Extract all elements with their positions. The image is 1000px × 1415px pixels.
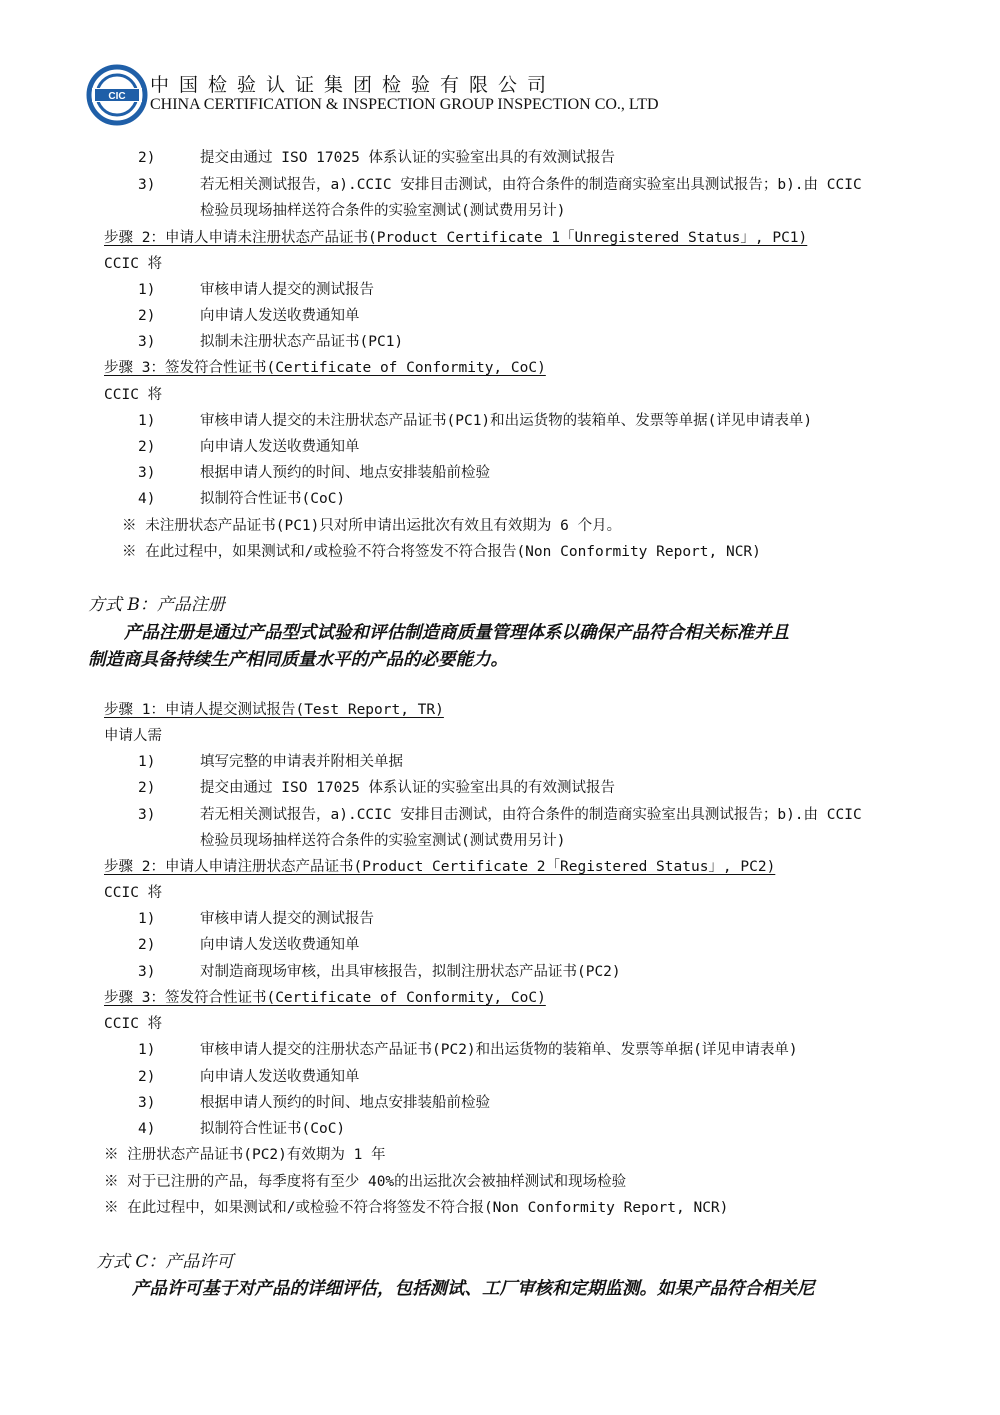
step-heading: 步骤 3：签发符合性证书(Certificate of Conformity, CoC) bbox=[104, 360, 546, 376]
list-item: 1) 审核申请人提交的测试报告 bbox=[138, 911, 374, 927]
step-heading: 步骤 2：申请人申请未注册状态产品证书(Product Certificate 1「Unregistered Status」, PC1) bbox=[104, 230, 808, 246]
list-item: 1) 审核申请人提交的测试报告 bbox=[138, 282, 374, 298]
list-item: 2) 向申请人发送收费通知单 bbox=[138, 308, 360, 324]
step-lead: CCIC 将 bbox=[104, 256, 163, 272]
list-item: 3) 拟制未注册状态产品证书(PC1) bbox=[138, 334, 404, 350]
method-heading: 方式 B：产品注册 bbox=[88, 595, 225, 615]
list-item: 3) 若无相关测试报告，a).CCIC 安排目击测试，由符合条件的制造商实验室出具测试报告；b).由 CCIC bbox=[138, 807, 862, 823]
company-name-en: CHINA CERTIFICATION & INSPECTION GROUP INSPECTION CO., LTD bbox=[150, 96, 659, 113]
note: ※ 注册状态产品证书(PC2)有效期为 1 年 bbox=[104, 1147, 386, 1163]
list-item: 2) 提交由通过 ISO 17025 体系认证的实验室出具的有效测试报告 bbox=[138, 150, 616, 166]
method-heading: 方式 C：产品许可 bbox=[96, 1252, 234, 1272]
method-description: 制造商具备持续生产相同质量水平的产品的必要能力。 bbox=[88, 650, 508, 670]
step-lead: CCIC 将 bbox=[104, 387, 163, 403]
letterhead bbox=[86, 60, 786, 126]
list-item: 4) 拟制符合性证书(CoC) bbox=[138, 1121, 346, 1137]
list-item: 3) 根据申请人预约的时间、地点安排装船前检验 bbox=[138, 465, 490, 481]
list-item: 3) 对制造商现场审核，出具审核报告，拟制注册状态产品证书(PC2) bbox=[138, 964, 621, 980]
list-item: 1) 审核申请人提交的注册状态产品证书(PC2)和出运货物的装箱单、发票等单据(详见申请表单) bbox=[138, 1042, 798, 1058]
method-description: 产品注册是通过产品型式试验和评估制造商质量管理体系以确保产品符合相关标准并且 bbox=[124, 623, 789, 643]
company-name-cn: 中国检验认证集团检验有限公司 bbox=[150, 74, 557, 96]
note: ※ 在此过程中，如果测试和/或检验不符合将签发不符合报(Non Conformity Report, NCR) bbox=[104, 1200, 729, 1216]
step-lead: 申请人需 bbox=[104, 728, 162, 744]
logo-text: CIC bbox=[108, 91, 126, 102]
step-heading: 步骤 1：申请人提交测试报告(Test Report, TR) bbox=[104, 702, 444, 718]
list-item: 1) 填写完整的申请表并附相关单据 bbox=[138, 754, 403, 770]
list-item: 2) 向申请人发送收费通知单 bbox=[138, 439, 360, 455]
list-item: 3) 若无相关测试报告，a).CCIC 安排目击测试，由符合条件的制造商实验室出具测试报告；b).由 CCIC bbox=[138, 177, 862, 193]
list-item: 4) 拟制符合性证书(CoC) bbox=[138, 491, 346, 507]
list-item: 3) 根据申请人预约的时间、地点安排装船前检验 bbox=[138, 1095, 490, 1111]
list-item: 2) 向申请人发送收费通知单 bbox=[138, 1069, 360, 1085]
step-heading: 步骤 3：签发符合性证书(Certificate of Conformity, CoC) bbox=[104, 990, 546, 1006]
note: ※ 在此过程中，如果测试和/或检验不符合将签发不符合报告(Non Conformity Report, NCR) bbox=[122, 544, 761, 560]
list-item: 2) 向申请人发送收费通知单 bbox=[138, 937, 360, 953]
list-item: 1) 审核申请人提交的未注册状态产品证书(PC1)和出运货物的装箱单、发票等单据(详见申请表单) bbox=[138, 413, 813, 429]
list-item-continuation: 检验员现场抽样送符合条件的实验室测试(测试费用另计) bbox=[200, 203, 566, 219]
list-item-continuation: 检验员现场抽样送符合条件的实验室测试(测试费用另计) bbox=[200, 833, 566, 849]
list-item: 2) 提交由通过 ISO 17025 体系认证的实验室出具的有效测试报告 bbox=[138, 780, 616, 796]
note: ※ 未注册状态产品证书(PC1)只对所申请出运批次有效且有效期为 6 个月。 bbox=[122, 518, 622, 534]
note: ※ 对于已注册的产品，每季度将有至少 40%的出运批次会被抽样测试和现场检验 bbox=[104, 1174, 627, 1190]
step-lead: CCIC 将 bbox=[104, 1016, 163, 1032]
ccic-logo-icon bbox=[86, 64, 148, 126]
method-description: 产品许可基于对产品的详细评估，包括测试、工厂审核和定期监测。如果产品符合相关尼 bbox=[132, 1279, 815, 1299]
step-lead: CCIC 将 bbox=[104, 885, 163, 901]
step-heading: 步骤 2：申请人申请注册状态产品证书(Product Certificate 2「Registered Status」, PC2) bbox=[104, 859, 776, 875]
